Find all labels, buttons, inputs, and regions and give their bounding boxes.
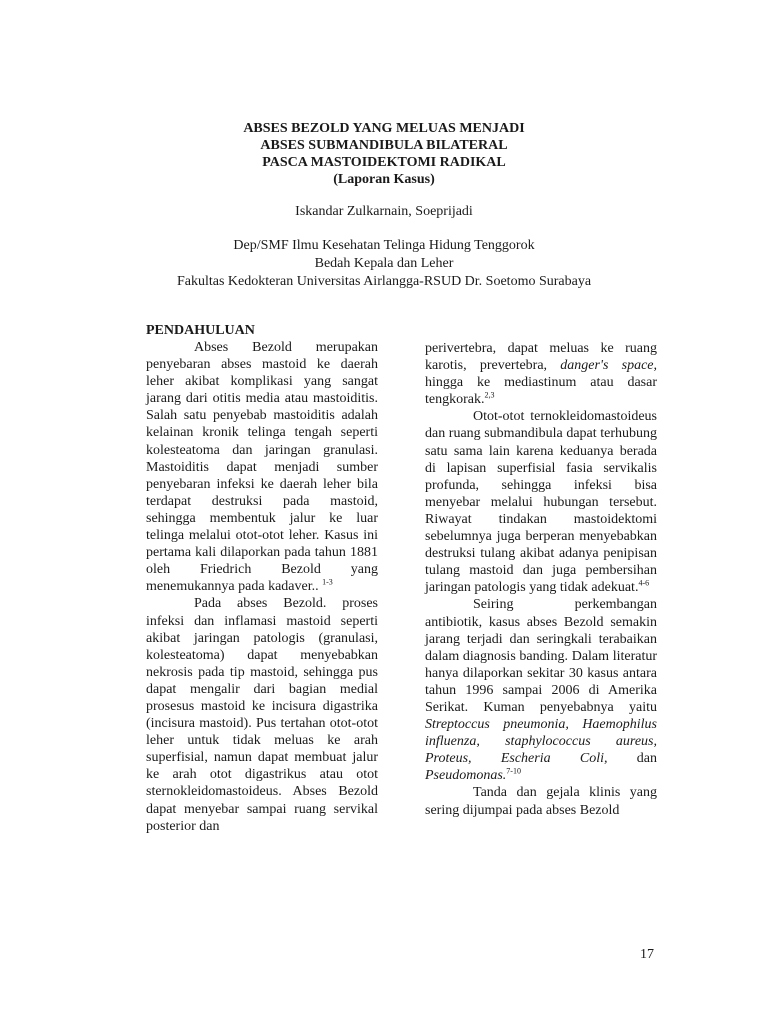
citation-ref: 1-3: [322, 577, 333, 587]
right-paragraph-3-mid: dan: [607, 751, 658, 767]
citation-ref: 2,3: [484, 390, 495, 400]
left-paragraph-1-text: Abses Bezold merupakan penyebaran abses mastoid ke daerah leher akibat komplikasi yang sangat jarang dari otitis media atau mastoiditis. Salah satu penyebab mastoiditis adalah kelainan kronik telinga tengah seperti kolesteatoma dan jaringan granulasi. Mastoiditis dapat menjadi sumber penyebaran infeksi ke daerah leher bila terdapat destruksi pada mastoid, sehingga membentuk jalur ke luar telinga melalui otot-otot leher. Kasus ini pertama kali dilaporkan pada tahun 1881 oleh Friedrich Bezold yang menemukannya pada kadaver..: [146, 340, 378, 595]
right-paragraph-1-text-end: hingga ke mediastinum atau dasar tengkorak.: [425, 375, 657, 408]
citation-ref: 4-6: [638, 578, 650, 588]
bacteria-list-italic: Streptoccus pneumonia, Haemophilus influenza, staphylococcus aureus, Proteus, Escheria Coli,: [425, 717, 657, 767]
right-paragraph-1-italic: danger's space,: [560, 358, 658, 374]
right-paragraph-2-text: Otot-otot ternokleidomastoideus dan ruang submandibula dapat terhubung satu sama lain karena keduanya berada di lapisan superfisial fasia servikalis profunda, sehingga infeksi bisa menyebar melalui hubungan tersebut. Riwayat tindakan mastoidektomi sebelumnya juga berperan menyebabkan destruksi tulang akibat adanya penipisan tulang mastoid dan juga pembersihan jaringan patologis yang tidak adekuat.: [425, 409, 657, 596]
right-paragraph-3-text: Seiring perkembangan antibiotik, kasus abses Bezold semakin jarang terjadi dan seringkali terabaikan dalam diagnosis banding. Dalam literatur hanya dilaporkan sekitar 30 kasus antara tahun 1996 sampai 2006 di Amerika Serikat. Kuman penyebabnya yaitu: [425, 597, 657, 715]
affiliation-line-1: Dep/SMF Ilmu Kesehatan Telinga Hidung Tenggorok: [233, 238, 535, 253]
right-paragraph-4: [425, 784, 657, 818]
left-paragraph-2: [146, 595, 378, 834]
right-paragraph-2: [425, 408, 657, 596]
left-paragraph-1: [146, 339, 378, 595]
pseudomonas-italic: Pseudomonas.: [425, 768, 507, 784]
right-paragraph-3: [425, 596, 657, 784]
right-paragraph-1: [425, 340, 657, 408]
left-paragraph-2-text: Pada abses Bezold. proses infeksi dan inflamasi mastoid seperti akibat jaringan patologis (granulasi, kolesteatoma) dapat menyebabkan nekrosis pada tip mastoid, sehingga pus dapat mengalir dari bagian medial prosesus mastoid ke incisura digastrika (incisura mastoid). Pus tertahan otot-otot leher untuk tidak meluas ke arah superfisial, namun dapat membuat jalur ke arah otot digastrikus atau otot sternokleidomastoideus. Abses Bezold dapat menyebar sampai ruang servikal posterior dan: [146, 596, 378, 834]
title-line-2: ABSES SUBMANDIBULA BILATERAL: [260, 138, 508, 153]
title-line-1: ABSES BEZOLD YANG MELUAS MENJADI: [243, 121, 525, 136]
title-block: [0, 120, 768, 188]
title-line-3: PASCA MASTOIDEKTOMI RADIKAL: [262, 155, 506, 170]
left-column: [146, 322, 378, 835]
right-paragraph-1-text: perivertebra, dapat meluas ke ruang karotis, prevertebra,: [425, 341, 657, 374]
affiliation: [0, 237, 768, 291]
title-subtitle: (Laporan Kasus): [333, 172, 435, 187]
citation-ref: 7-10: [506, 766, 521, 776]
affiliation-line-2: Bedah Kepala dan Leher: [314, 256, 454, 271]
authors: Iskandar Zulkarnain, Soeprijadi: [295, 204, 473, 219]
affiliation-line-3: Fakultas Kedokteran Universitas Airlangga-RSUD Dr. Soetomo Surabaya: [176, 274, 592, 289]
section-heading: PENDAHULUAN: [146, 323, 255, 338]
page-number: 17: [640, 947, 654, 962]
right-paragraph-4-text: Tanda dan gejala klinis yang sering dijumpai pada abses Bezold: [425, 785, 657, 818]
right-column: [425, 340, 657, 819]
